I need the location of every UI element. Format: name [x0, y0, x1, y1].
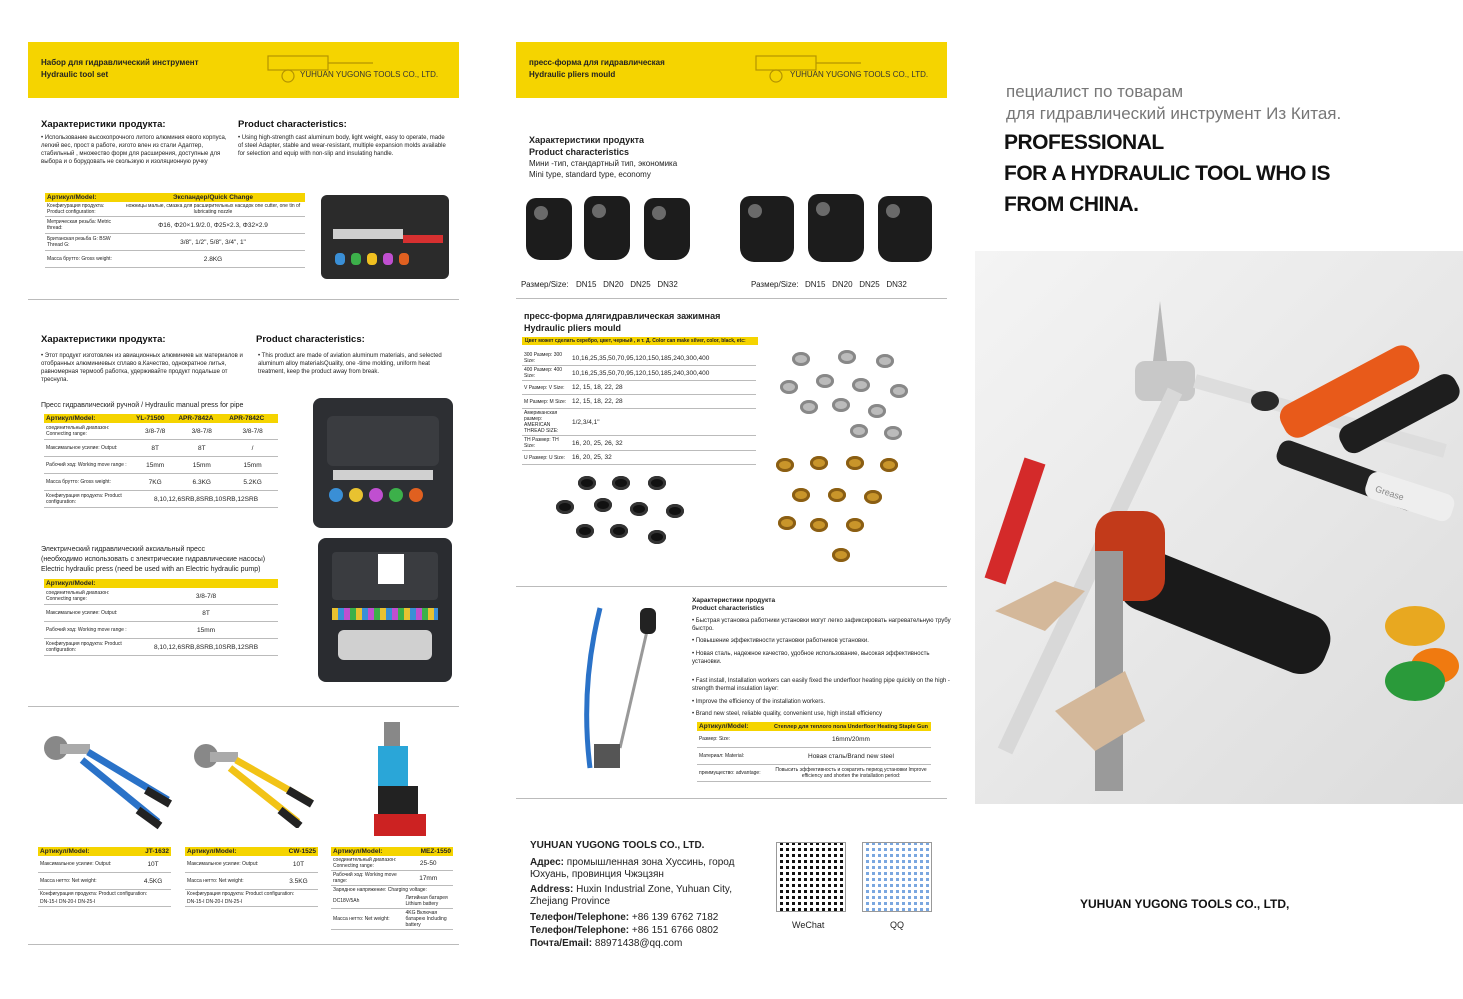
m2-note: Цвет может сделать серебро, цвет, черный , и т. Д. Color can make silver, color, black, etc:	[522, 337, 758, 345]
table-head-model: CW-1525	[279, 847, 318, 856]
table-head-model: MEZ-1550	[403, 847, 453, 856]
m3-bullet-en-1: • Fast install, Installation workers can easily fixed the underfloor heating pipe quickly on the high -strength thermal insulation layer:	[692, 678, 950, 692]
table-cell: 7KG	[134, 474, 176, 491]
band-title-en: Hydraulic tool set	[41, 70, 109, 79]
m3-char-en: Product characteristics	[692, 605, 765, 612]
table-cell-label: M Размер: M Size:	[522, 395, 570, 409]
table-cell: /	[227, 440, 278, 457]
m3-bullet-en-2: • Improve the efficiency of the installation workers.	[692, 699, 826, 705]
sizes-left: DN15 DN20 DN25 DN32	[576, 280, 678, 289]
table-head-label: Артикул/Model:	[44, 579, 278, 588]
electric-press-case-image	[318, 538, 452, 682]
tel-label: Телефон/Telephone:	[530, 925, 630, 936]
table-cell: 10T	[279, 856, 318, 873]
m3-bullet-en-3: • Brand new steel, reliable quality, convenient use, high install efficiency	[692, 711, 882, 717]
p2-spec-table	[44, 414, 278, 508]
table-cell: 8,10,12,6SRB,8SRB,10SRB,12SRB	[134, 491, 278, 508]
table-cell-label: Масса нетто: Net weight:	[331, 909, 403, 930]
p2-char-ru: Характеристики продукта:	[41, 334, 166, 345]
table-cell-label: Масса нетто: Net weight:	[185, 873, 279, 890]
contact-company: YUHUAN YUGONG TOOLS CO., LTD.	[530, 840, 705, 851]
table-cell: 16, 20, 25, 32	[570, 451, 756, 465]
p1-desc-en: • Using high-strength cast aluminum body, light weight, easy to operate, made of steel Adapter, stable and wear-resistant, multiple expansion molds available for selection and equip with non-slip and insulating handle.	[238, 135, 446, 157]
cover-photo	[975, 251, 1463, 804]
table-cell-label: DC18V/5Ah	[331, 894, 403, 909]
crimping-tool-blue-image	[38, 730, 178, 830]
band-title-en: Hydraulic pliers mould	[529, 70, 616, 79]
p2-caption: Пресс гидравлический ручной / Hydraulic manual press for pipe	[41, 402, 244, 409]
table-head-label: Артикул/Model:	[38, 847, 135, 856]
wechat-label: WeChat	[792, 920, 825, 930]
table-cell: 25-50	[403, 856, 453, 871]
table-cell: 15mm	[134, 622, 278, 639]
table-cell-value: ножницы малые, смазка для расширительных насадок one cutter, one tin of lubricating nozzle	[121, 202, 305, 217]
table-cell: 15mm	[227, 457, 278, 474]
table-cell-label: Размер: Size:	[697, 731, 771, 748]
p3-caption-2: (необходимо использовать с электрические гидравлические насосы)	[41, 556, 266, 563]
band-company: YUHUAN YUGONG TOOLS CO., LTD.	[790, 70, 929, 79]
m3-bullet-ru-3: • Новая сталь, надежное качество, удобное использование, высокая эффективность установки.	[692, 651, 930, 665]
table-cell-label: Масса брутто: Gross weight:	[45, 251, 121, 268]
table-cell: 8T	[176, 440, 227, 457]
email-label: Почта/Email:	[530, 938, 593, 949]
table-cell-label: Рабочий ход: Working move range :	[44, 622, 134, 639]
tel-value: +86 139 6762 7182	[631, 912, 719, 923]
table-cell-label: V Размер: V Size:	[522, 381, 570, 395]
m2-title-en: Hydraulic pliers mould	[524, 323, 622, 333]
table-cell-label: TH Размер: TH Size:	[522, 436, 570, 451]
table-cell: 6.3KG	[176, 474, 227, 491]
table-cell: 10,16,25,35,50,70,95,120,150,185,240,300,400	[570, 366, 756, 381]
table-cell: 16, 20, 25, 26, 32	[570, 436, 756, 451]
table-head-value: Степлер для теплого пола Underfloor Heating Staple Gun	[771, 722, 931, 731]
p4-table-cw	[185, 847, 318, 907]
table-cell-label: Конфигурация продукта: Product configuration:	[45, 202, 121, 217]
table-cell-label: U Размер: U Size:	[522, 451, 570, 465]
table-cell: 3/8-7/8	[227, 423, 278, 440]
hydraulic-press-case-image	[313, 398, 453, 528]
table-head-model: JT-1632	[135, 847, 171, 856]
table-cell: Новая сталь/Brand new steel	[771, 748, 931, 765]
table-cell: 3/8-7/8	[176, 423, 227, 440]
band-title-ru: пресс-форма для гидравлическая	[529, 58, 665, 67]
p3-caption-1: Электрический гидравлический аксиальный пресс	[41, 546, 205, 553]
tel-value: +86 151 6766 0802	[631, 925, 719, 936]
table-cell: 4KG Включая батарею Including battery	[403, 909, 453, 930]
table-cell: Повысить эффективность и сократить период установки Improve efficiency and shorten the installation period:	[771, 765, 931, 782]
p4-table-mez	[331, 847, 453, 930]
table-cell: 10T	[135, 856, 171, 873]
cover-subtitle-2: для гидравлический инструмент Из Китая.	[1006, 104, 1342, 123]
table-cell-label: соединительный диапазон: Connecting range:	[331, 856, 403, 871]
p2-char-en: Product characteristics:	[256, 334, 365, 345]
die-image	[808, 194, 864, 262]
table-cell-label: Конфигурация продукта: Product configuration:	[44, 491, 134, 508]
p3-spec-table	[44, 579, 278, 656]
section-band-tool-set	[28, 42, 459, 98]
p2-desc-en: • This product are made of aviation aluminum materials, and selected aluminum alloy materialsQuality, one -time molding, uniform heat treatment, keep the product away from break.	[258, 353, 442, 375]
staple-gun-image	[560, 598, 680, 778]
table-cell-value: 3/8", 1/2", 5/8", 3/4", 1"	[121, 234, 305, 251]
table-cell-label: DN-15-I DN-20-I DN-25-I	[38, 898, 171, 907]
table-cell: 10,16,25,35,50,70,95,120,150,185,240,300,400	[570, 351, 756, 366]
m2-title-ru: пресс-форма длягидравлическая зажимная	[524, 311, 721, 321]
m3-bullet-ru-2: • Повышение эффективности установки работников установки.	[692, 638, 869, 644]
table-cell-label: Материал: Material:	[697, 748, 771, 765]
table-cell-label: Масса брутто: Gross weight:	[44, 474, 134, 491]
table-cell-label: 300 Размер: 300 Size:	[522, 351, 570, 366]
table-cell-label: Зарядное напряжение: Charging voltage:	[333, 887, 427, 893]
table-cell-label: преимущество: advantage:	[697, 765, 771, 782]
table-head-label: Артикул/Model:	[185, 847, 279, 856]
cover-subtitle-1: пециалист по товарам	[1006, 82, 1184, 101]
table-cell-value: 2.8KG	[121, 251, 305, 268]
address-en-label: Address:	[530, 884, 574, 895]
contact-tel-2	[530, 925, 718, 936]
table-head-label: Артикул/Model:	[697, 722, 771, 731]
qq-label: QQ	[890, 920, 905, 930]
cover-headline-3: FROM CHINA.	[1004, 193, 1139, 216]
contact-address-ru	[530, 857, 745, 881]
table-cell: 15mm	[176, 457, 227, 474]
size-label-left: Размер/Size:	[521, 280, 569, 289]
die-image	[740, 196, 794, 262]
table-cell-label: Метрическая резьба: Metric thread:	[45, 217, 121, 234]
table-cell: 3/8-7/8	[134, 588, 278, 605]
size-label-right: Размер/Size:	[751, 280, 799, 289]
table-cell: 15mm	[134, 457, 176, 474]
address-ru-label: Адрес:	[530, 857, 564, 868]
table-cell: 8T	[134, 605, 278, 622]
table-cell-label: Конфигурация продукта: Product configuration:	[44, 639, 134, 656]
table-cell-label: Конфигурация продукта: Product configuration:	[187, 891, 295, 897]
table-cell: 5.2KG	[227, 474, 278, 491]
table-cell-label: Американская размер: AMERICAN THREAD SIZE:	[522, 409, 570, 436]
table-cell: 3.5KG	[279, 873, 318, 890]
table-cell-value: Φ16, Φ20×1.9/2.0, Φ25×2.3, Φ32×2.9	[121, 217, 305, 234]
table-head-label: Артикул/Model:	[45, 193, 121, 202]
m1-types-en: Mini type, standard type, economy	[529, 170, 651, 179]
p1-desc-ru: • Использование высокопрочного литого алюминия евого корпуса, легкий вес, прост в работе, изгото влен из стали Адаптер, стабильный , множество форм для расширения, доступные для выбора и о борудовать не скользкую и изоляционную ручку	[41, 135, 227, 165]
die-image	[644, 198, 690, 260]
battery-press-image	[364, 718, 444, 840]
cover-headline-2: FOR A HYDRAULIC TOOL WHO IS	[1004, 162, 1330, 185]
m3-char-ru: Характеристики продукта	[692, 597, 776, 604]
table-cell-label: соединительный диапазон: Connecting range:	[44, 588, 134, 605]
table-cell: 3/8-7/8	[134, 423, 176, 440]
table-cell: Литийная батарея Lithium battery	[403, 894, 453, 909]
cover-footer-company: YUHUAN YUGONG TOOLS CO., LTD,	[1080, 897, 1290, 911]
m3-bullet-ru-1: • Быстрая установка работники установки могут легко зафиксировать нагревательную трубу быстро.	[692, 618, 951, 632]
table-cell-label: Максимальное усилие: Output:	[185, 856, 279, 873]
table-cell-label: Максимальное усилие: Output:	[44, 605, 134, 622]
m3-spec-table	[697, 722, 931, 782]
die-image	[584, 196, 630, 260]
table-cell-label: Рабочий ход: Working move range:	[331, 871, 403, 886]
qq-qr-code[interactable]	[862, 842, 932, 912]
tel-label: Телефон/Telephone:	[530, 912, 630, 923]
p1-char-en: Product characteristics:	[238, 119, 347, 130]
table-head-label: Артикул/Model:	[44, 414, 134, 423]
tool-case-image	[321, 195, 449, 279]
table-cell: 12, 15, 18, 22, 28	[570, 381, 756, 395]
contact-address-en	[530, 884, 745, 908]
die-image	[878, 196, 932, 262]
table-cell-label: DN-15-I DN-20-I DN-25-I	[185, 898, 318, 907]
table-cell: 8,10,12,6SRB,8SRB,10SRB,12SRB	[134, 639, 278, 656]
table-cell: 1/2,3/4,1"	[570, 409, 756, 436]
svg-text:Grease: Grease	[1373, 483, 1406, 503]
table-cell-label: 400 Размер: 400 Size:	[522, 366, 570, 381]
email-value: 88971438@qq.com	[594, 938, 683, 949]
table-cell-label: Британская резьба G: BSW Thread G:	[45, 234, 121, 251]
band-company: YUHUAN YUGONG TOOLS CO., LTD.	[300, 70, 439, 79]
wechat-qr-code[interactable]	[776, 842, 846, 912]
table-cell-label: Максимальное усилие: Output:	[44, 440, 134, 457]
p1-char-ru: Характеристики продукта:	[41, 119, 166, 130]
table-cell-label: Конфигурация продукта: Product configuration:	[40, 891, 148, 897]
sizes-right: DN15 DN20 DN25 DN32	[805, 280, 907, 289]
table-cell: 4.5KG	[135, 873, 171, 890]
p1-spec-table	[45, 193, 305, 268]
p4-table-jt	[38, 847, 171, 907]
address-en-value: Huxin Industrial Zone, Yuhuan City, Zhejiang Province	[530, 884, 732, 907]
contact-email	[530, 938, 682, 949]
contact-tel-1	[530, 912, 718, 923]
table-head-col: YL-71500	[134, 414, 176, 423]
table-head-col: APR-7842A	[176, 414, 227, 423]
table-cell-label: Максимальное усилие: Output:	[38, 856, 135, 873]
table-cell: 16mm/20mm	[771, 731, 931, 748]
table-head-value: Экспандер/Quick Change	[121, 193, 305, 202]
section-band-pliers-mould	[516, 42, 947, 98]
crimping-tool-yellow-image	[188, 738, 318, 828]
table-cell-label: Масса нетто: Net weight:	[38, 873, 135, 890]
cover-headline-1: PROFESSIONAL	[1004, 131, 1164, 154]
p2-desc-ru: • Этот продукт изготовлен из авиационных алюминиев ых материалов и отобранных алюминиевых сплаво в.Качество, однократное литья, равномерная термооб работка, удерживайте продукт подальше от треснула.	[41, 353, 243, 383]
m1-types-ru: Мини -тип, стандартный тип, экономика	[529, 159, 678, 168]
address-ru-value: промышленная зона Хуссинь, город Юхуань, провинция Чжэцзян	[530, 857, 735, 880]
hydraulic-tools-photo	[975, 251, 1463, 804]
tool-outline-icon	[258, 46, 378, 86]
table-cell-label: соединительный диапазон: Connecting range:	[44, 423, 134, 440]
p3-caption-3: Electric hydraulic press (need be used with an Electric hydraulic pump)	[41, 566, 261, 573]
band-title-ru: Набор для гидравлический инструмент	[41, 58, 199, 67]
tool-outline-icon	[746, 46, 866, 86]
table-head-col: APR-7842C	[227, 414, 278, 423]
m1-char-en: Product characteristics	[529, 147, 630, 157]
m2-spec-table	[522, 351, 756, 465]
table-cell: 12, 15, 18, 22, 28	[570, 395, 756, 409]
m1-char-ru: Характеристики продукта	[529, 135, 645, 145]
die-image	[526, 198, 572, 260]
table-cell-label: Рабочий ход: Working move range :	[44, 457, 134, 474]
table-cell: 17mm	[403, 871, 453, 886]
table-head-label: Артикул/Model:	[331, 847, 403, 856]
table-cell: 8T	[134, 440, 176, 457]
